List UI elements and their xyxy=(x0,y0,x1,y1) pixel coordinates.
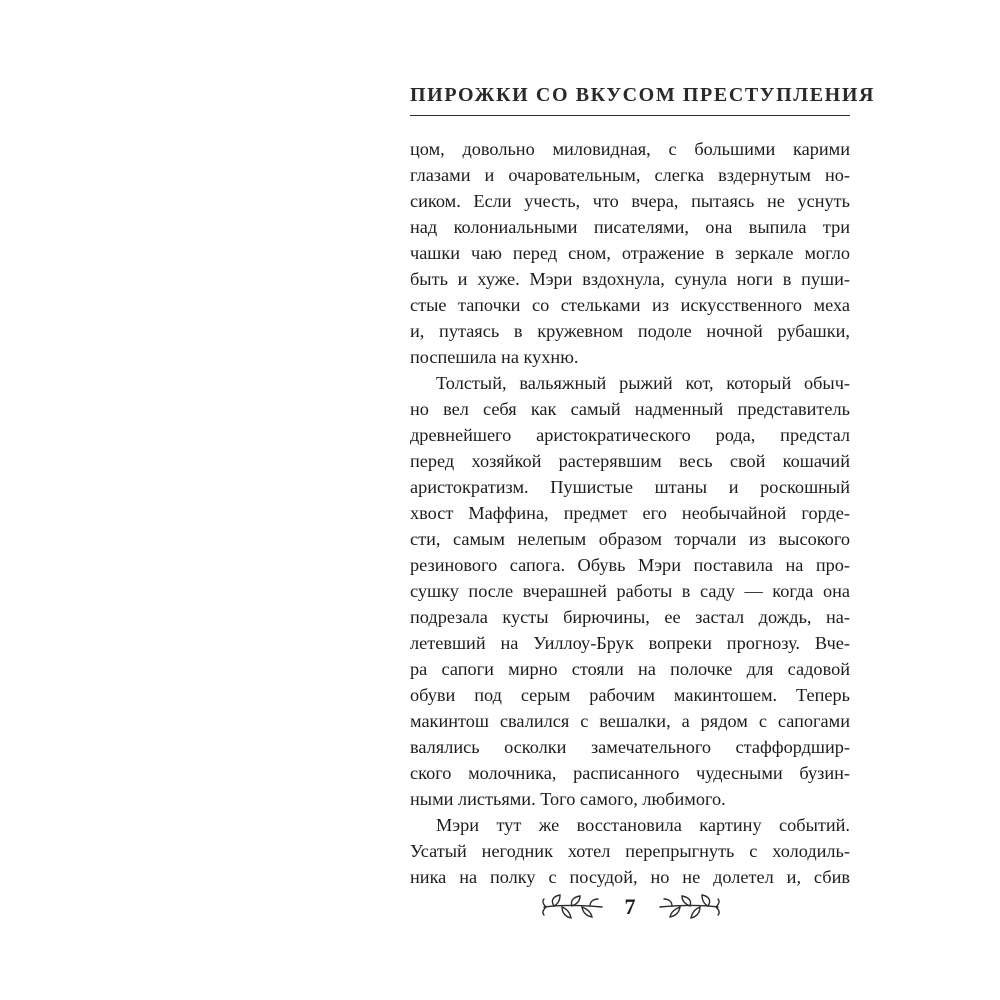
text-line: сти, самым нелепым образом торчали из высокого xyxy=(410,529,850,549)
page-number: 7 xyxy=(624,894,636,919)
text-line: древнейшего аристократического рода, предстал xyxy=(410,425,850,445)
text-line: ского молочника, расписанного чудесными бузин- xyxy=(410,763,850,783)
text-line: перед хозяйкой растерявшим весь свой кошачий xyxy=(410,451,850,471)
text-line: хвост Маффина, предмет его необычайной горде- xyxy=(410,503,850,523)
text-line: летевший на Уиллоу-Брук вопреки прогнозу. Вче- xyxy=(410,633,850,653)
text-line: ными листьями. Того самого, любимого. xyxy=(410,789,726,809)
text-line: сиком. Если учесть, что вчера, пытаясь не уснуть xyxy=(410,191,850,211)
leaf-sprig-ornament-icon xyxy=(540,892,606,922)
text-line: и, путаясь в кружевном подоле ночной рубашки, xyxy=(410,321,850,341)
text-line: аристократизм. Пушистые штаны и роскошный xyxy=(410,477,850,497)
text-line: Толстый, вальяжный рыжий кот, который обыч- xyxy=(436,373,850,393)
text-line: сушку после вчерашней работы в саду — когда она xyxy=(410,581,850,601)
text-line: макинтош свалился с вешалки, а рядом с сапогами xyxy=(410,711,850,731)
running-head: ПИРОЖКИ СО ВКУСОМ ПРЕСТУПЛЕНИЯ xyxy=(410,84,876,106)
leaf-sprig-ornament-icon xyxy=(656,892,722,922)
page-footer xyxy=(530,888,730,928)
text-line: глазами и очаровательным, слегка вздернутым но- xyxy=(410,165,850,185)
text-line: подрезала кусты бирючины, ее застал дождь, на- xyxy=(410,607,850,627)
text-line: чашки чаю перед сном, отражение в зеркале могло xyxy=(410,243,850,263)
text-line: валялись осколки замечательного стаффордшир- xyxy=(410,737,850,757)
body-text xyxy=(410,136,850,890)
running-head-rule xyxy=(410,115,850,116)
text-line: поспешила на кухню. xyxy=(410,347,579,367)
text-line: Мэри тут же восстановила картину событий. xyxy=(436,815,850,835)
text-line: Усатый негодник хотел перепрыгнуть с холодиль- xyxy=(410,841,850,861)
text-line: обуви под серым рабочим макинтошем. Теперь xyxy=(410,685,850,705)
text-line: но вел себя как самый надменный представитель xyxy=(410,399,850,419)
text-line: стые тапочки со стельками из искусственного меха xyxy=(410,295,850,315)
text-line: быть и хуже. Мэри вздохнула, сунула ноги в пуши- xyxy=(410,269,850,289)
text-line: ника на полку с посудой, но не долетел и, сбив xyxy=(410,867,850,887)
text-line: над колониальными писателями, она выпила три xyxy=(410,217,850,237)
text-line: резинового сапога. Обувь Мэри поставила на про- xyxy=(410,555,850,575)
text-line: ра сапоги мирно стояли на полочке для садовой xyxy=(410,659,850,679)
text-line: цом, довольно миловидная, с большими карими xyxy=(410,139,850,159)
